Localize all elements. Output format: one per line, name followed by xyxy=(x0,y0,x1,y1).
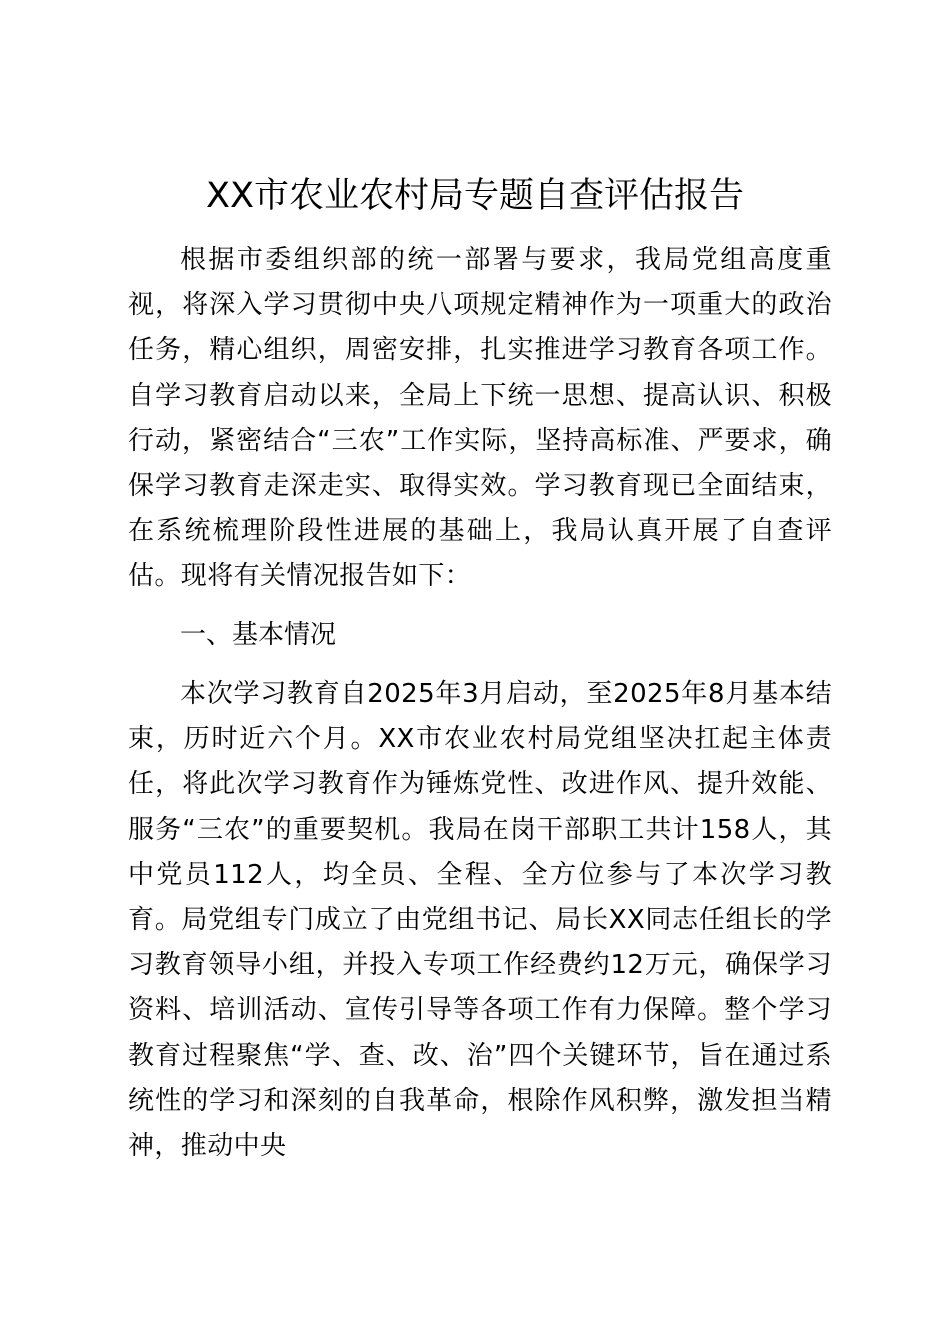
intro-paragraph: 根据市委组织部的统一部署与要求，我局党组高度重视，将深入学习贯彻中央八项规定精神作为一项重大的政治任务，精心组织，周密安排，扎实推进学习教育各项工作。自学习教育启动以来，全局上下统一思想、提高认识、积极行动，紧密结合“三农”工作实际，坚持高标准、严要求，确保学习教育走深走实、取得实效。学习教育现已全面结束，在系统梳理阶段性进展的基础上，我局认真开展了自查评估。现将有关情况报告如下： xyxy=(128,245,832,592)
basic-situation-paragraph: 本次学习教育自2025年3月启动，至2025年8月基本结束，历时近六个月。XX市农业农村局党组坚决扛起主体责任，将此次学习教育作为锤炼党性、改进作风、提升效能、服务“三农”的重要契机。我局在岗干部职工共计158人，其中党员112人，均全员、全程、全方位参与了本次学习教育。局党组专门成立了由党组书记、局长XX同志任组长的学习教育领导小组，并投入专项工作经费约12万元，确保学习资料、培训活动、宣传引导等各项工作有力保障。整个学习教育过程聚焦“学、查、改、治”四个关键环节，旨在通过系统性的学习和深刻的自我革命，根除作风积弊，激发担当精神，推动中央 xyxy=(128,679,832,1162)
document-title: XX市农业农村局专题自查评估报告 xyxy=(206,176,744,216)
section-heading-basic-situation: 一、基本情况 xyxy=(180,620,337,650)
